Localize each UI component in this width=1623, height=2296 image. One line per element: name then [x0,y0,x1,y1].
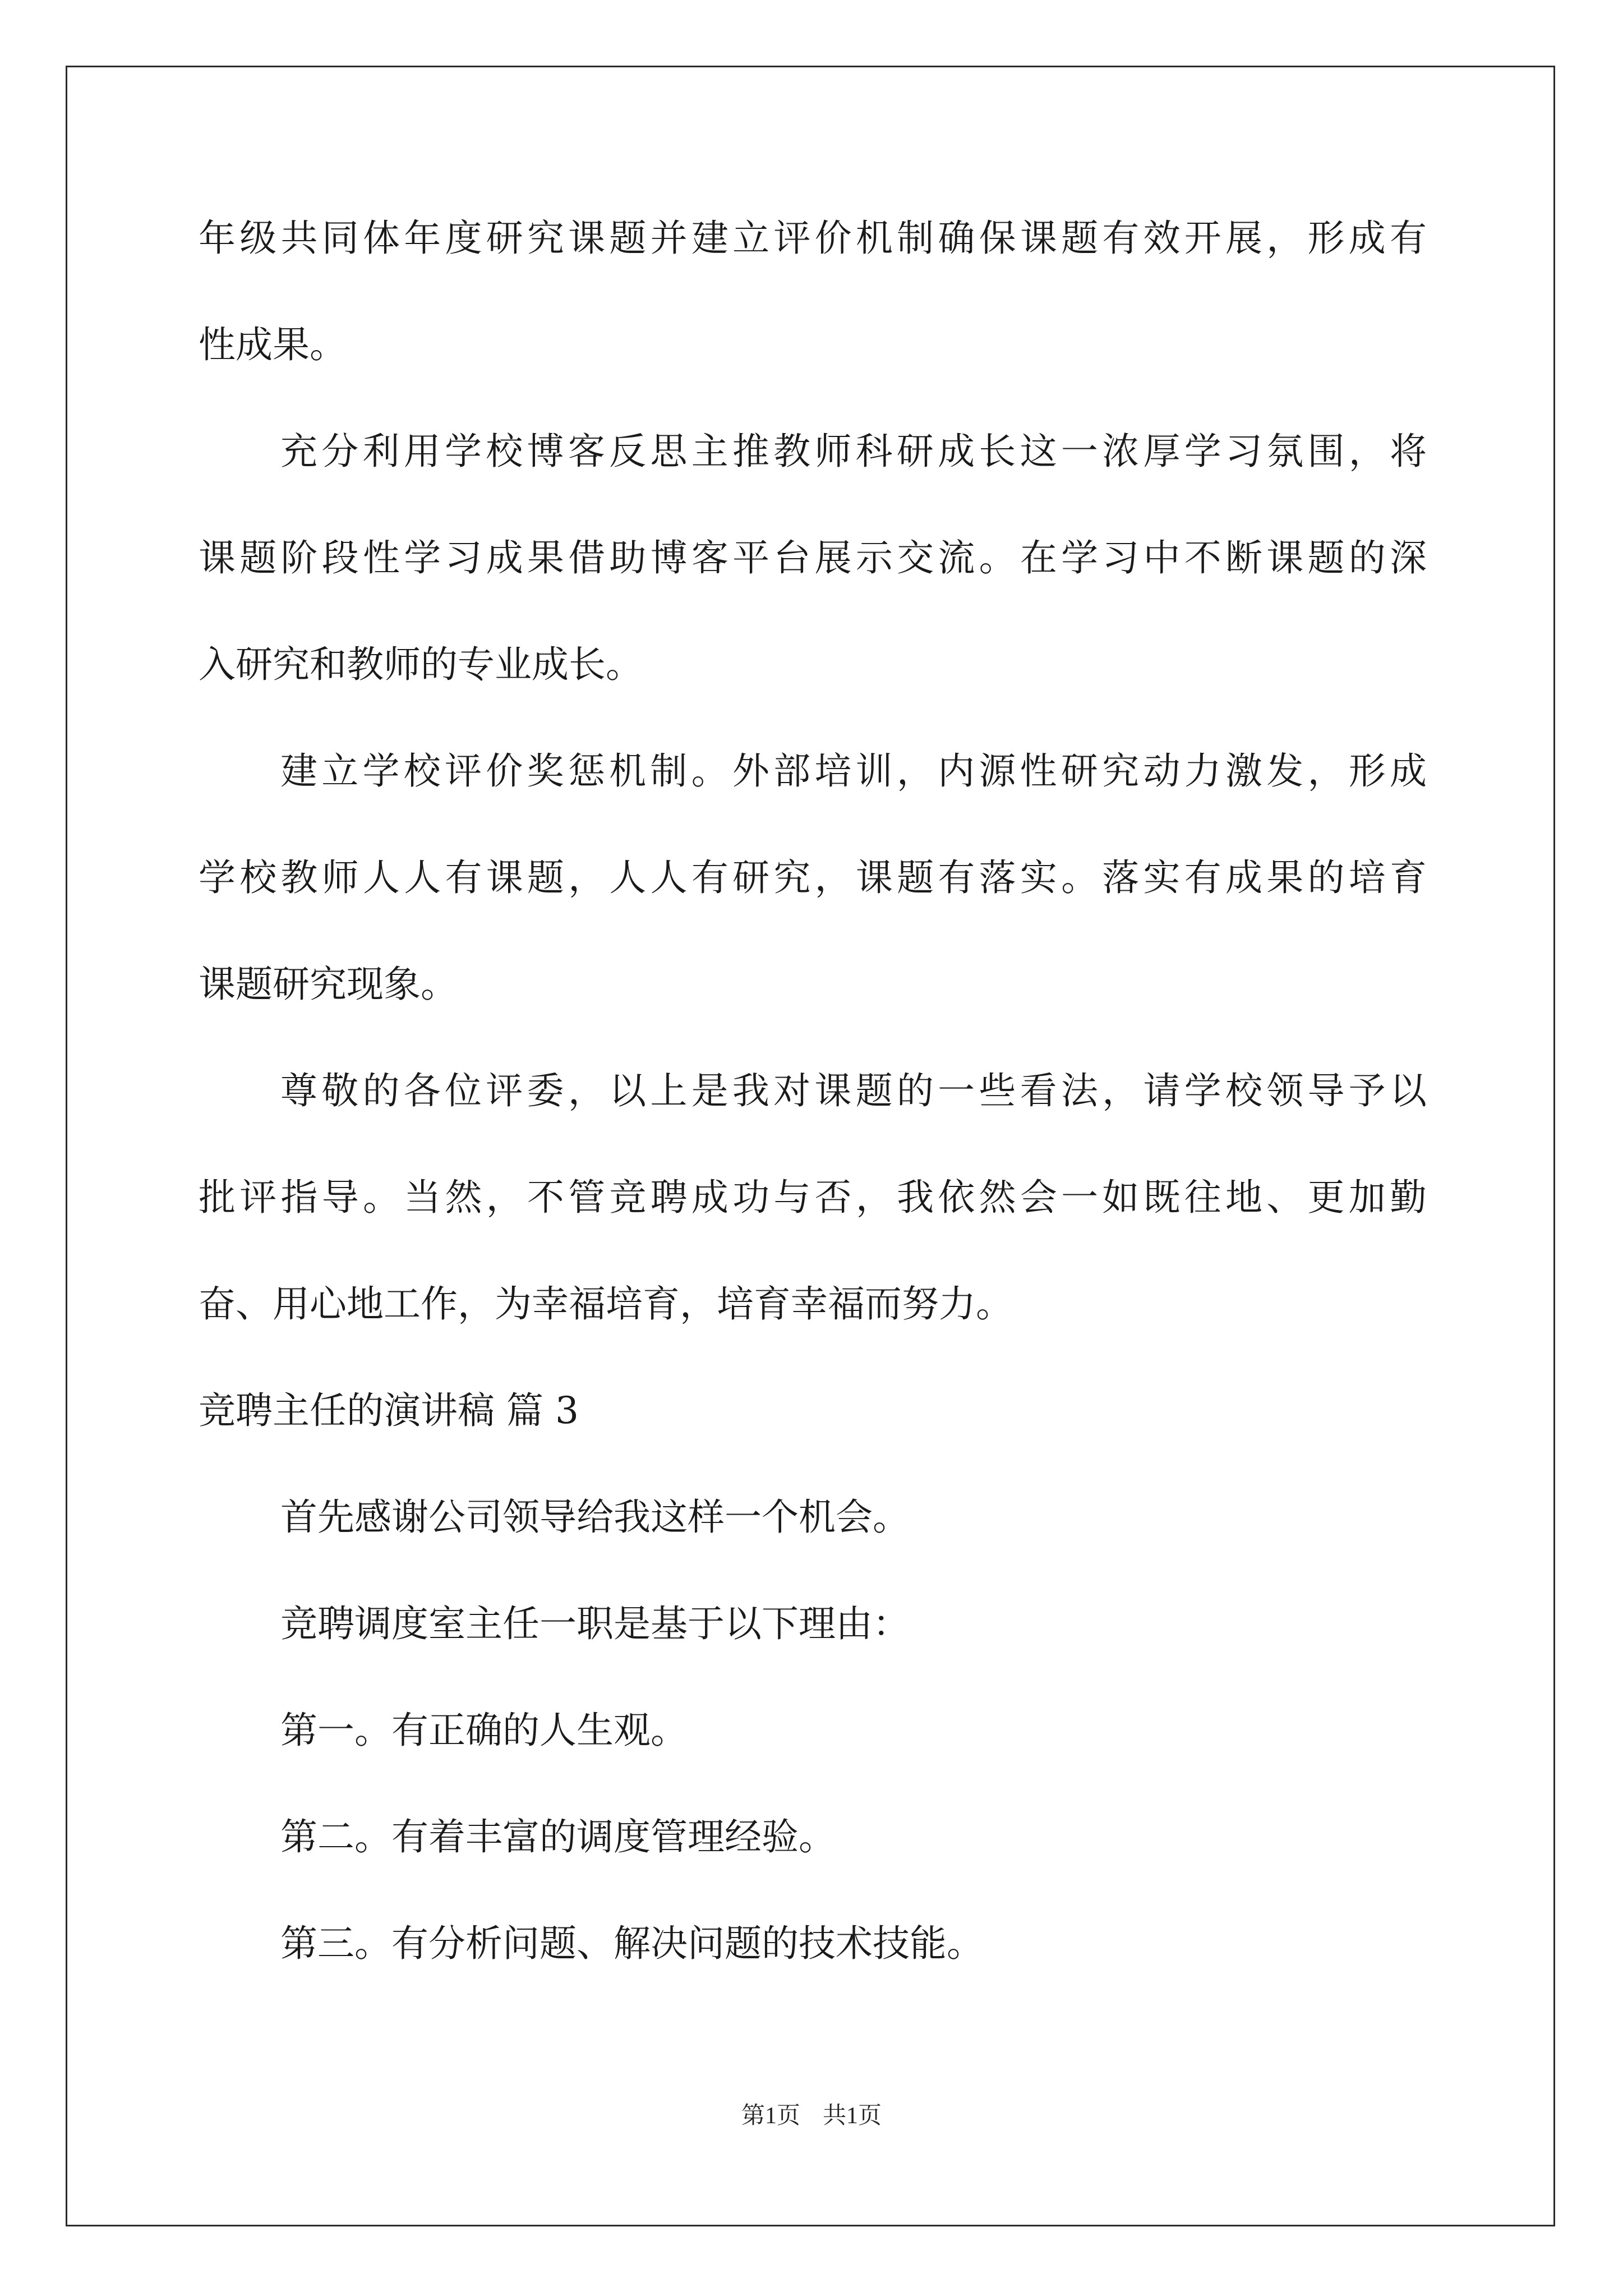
text-line: 年级共同体年度研究课题并建立评价机制确保课题有效开展，形成有 [199,217,1427,260]
page-number: 第1页 [741,2103,800,2129]
section-heading: 竞聘主任的演讲稿 篇 3 [199,1389,579,1432]
paragraph-start-line: 首先感谢公司领导给我这样一个机会。 [280,1496,910,1539]
text-line: 批评指导。当然，不管竞聘成功与否，我依然会一如既往地、更加勤 [199,1176,1427,1219]
list-item: 第二。有着丰富的调度管理经验。 [280,1815,836,1858]
text-line: 入研究和教师的专业成长。 [199,643,643,686]
paragraph-start-line: 尊敬的各位评委，以上是我对课题的一些看法，请学校领导予以 [280,1069,1427,1112]
text-line: 性成果。 [199,323,347,366]
text-line: 课题研究现象。 [199,963,458,1006]
page-footer [0,2097,1623,2131]
list-item: 第一。有正确的人生观。 [280,1709,688,1752]
text-line: 课题阶段性学习成果借助博客平台展示交流。在学习中不断课题的深 [199,536,1427,579]
text-line: 学校教师人人有课题，人人有研究，课题有落实。落实有成果的培育 [199,856,1427,899]
paragraph-start-line: 充分利用学校博客反思主推教师科研成长这一浓厚学习氛围，将 [280,430,1427,473]
document-body [199,185,1427,1997]
paragraph-start-line: 竞聘调度室主任一职是基于以下理由： [280,1602,910,1645]
page-count: 共1页 [823,2103,882,2129]
paragraph-start-line: 建立学校评价奖惩机制。外部培训，内源性研究动力激发，形成 [280,749,1427,793]
list-item: 第三。有分析问题、解决问题的技术技能。 [280,1922,984,1965]
text-line: 奋、用心地工作，为幸福培育，培育幸福而努力。 [199,1282,1013,1326]
